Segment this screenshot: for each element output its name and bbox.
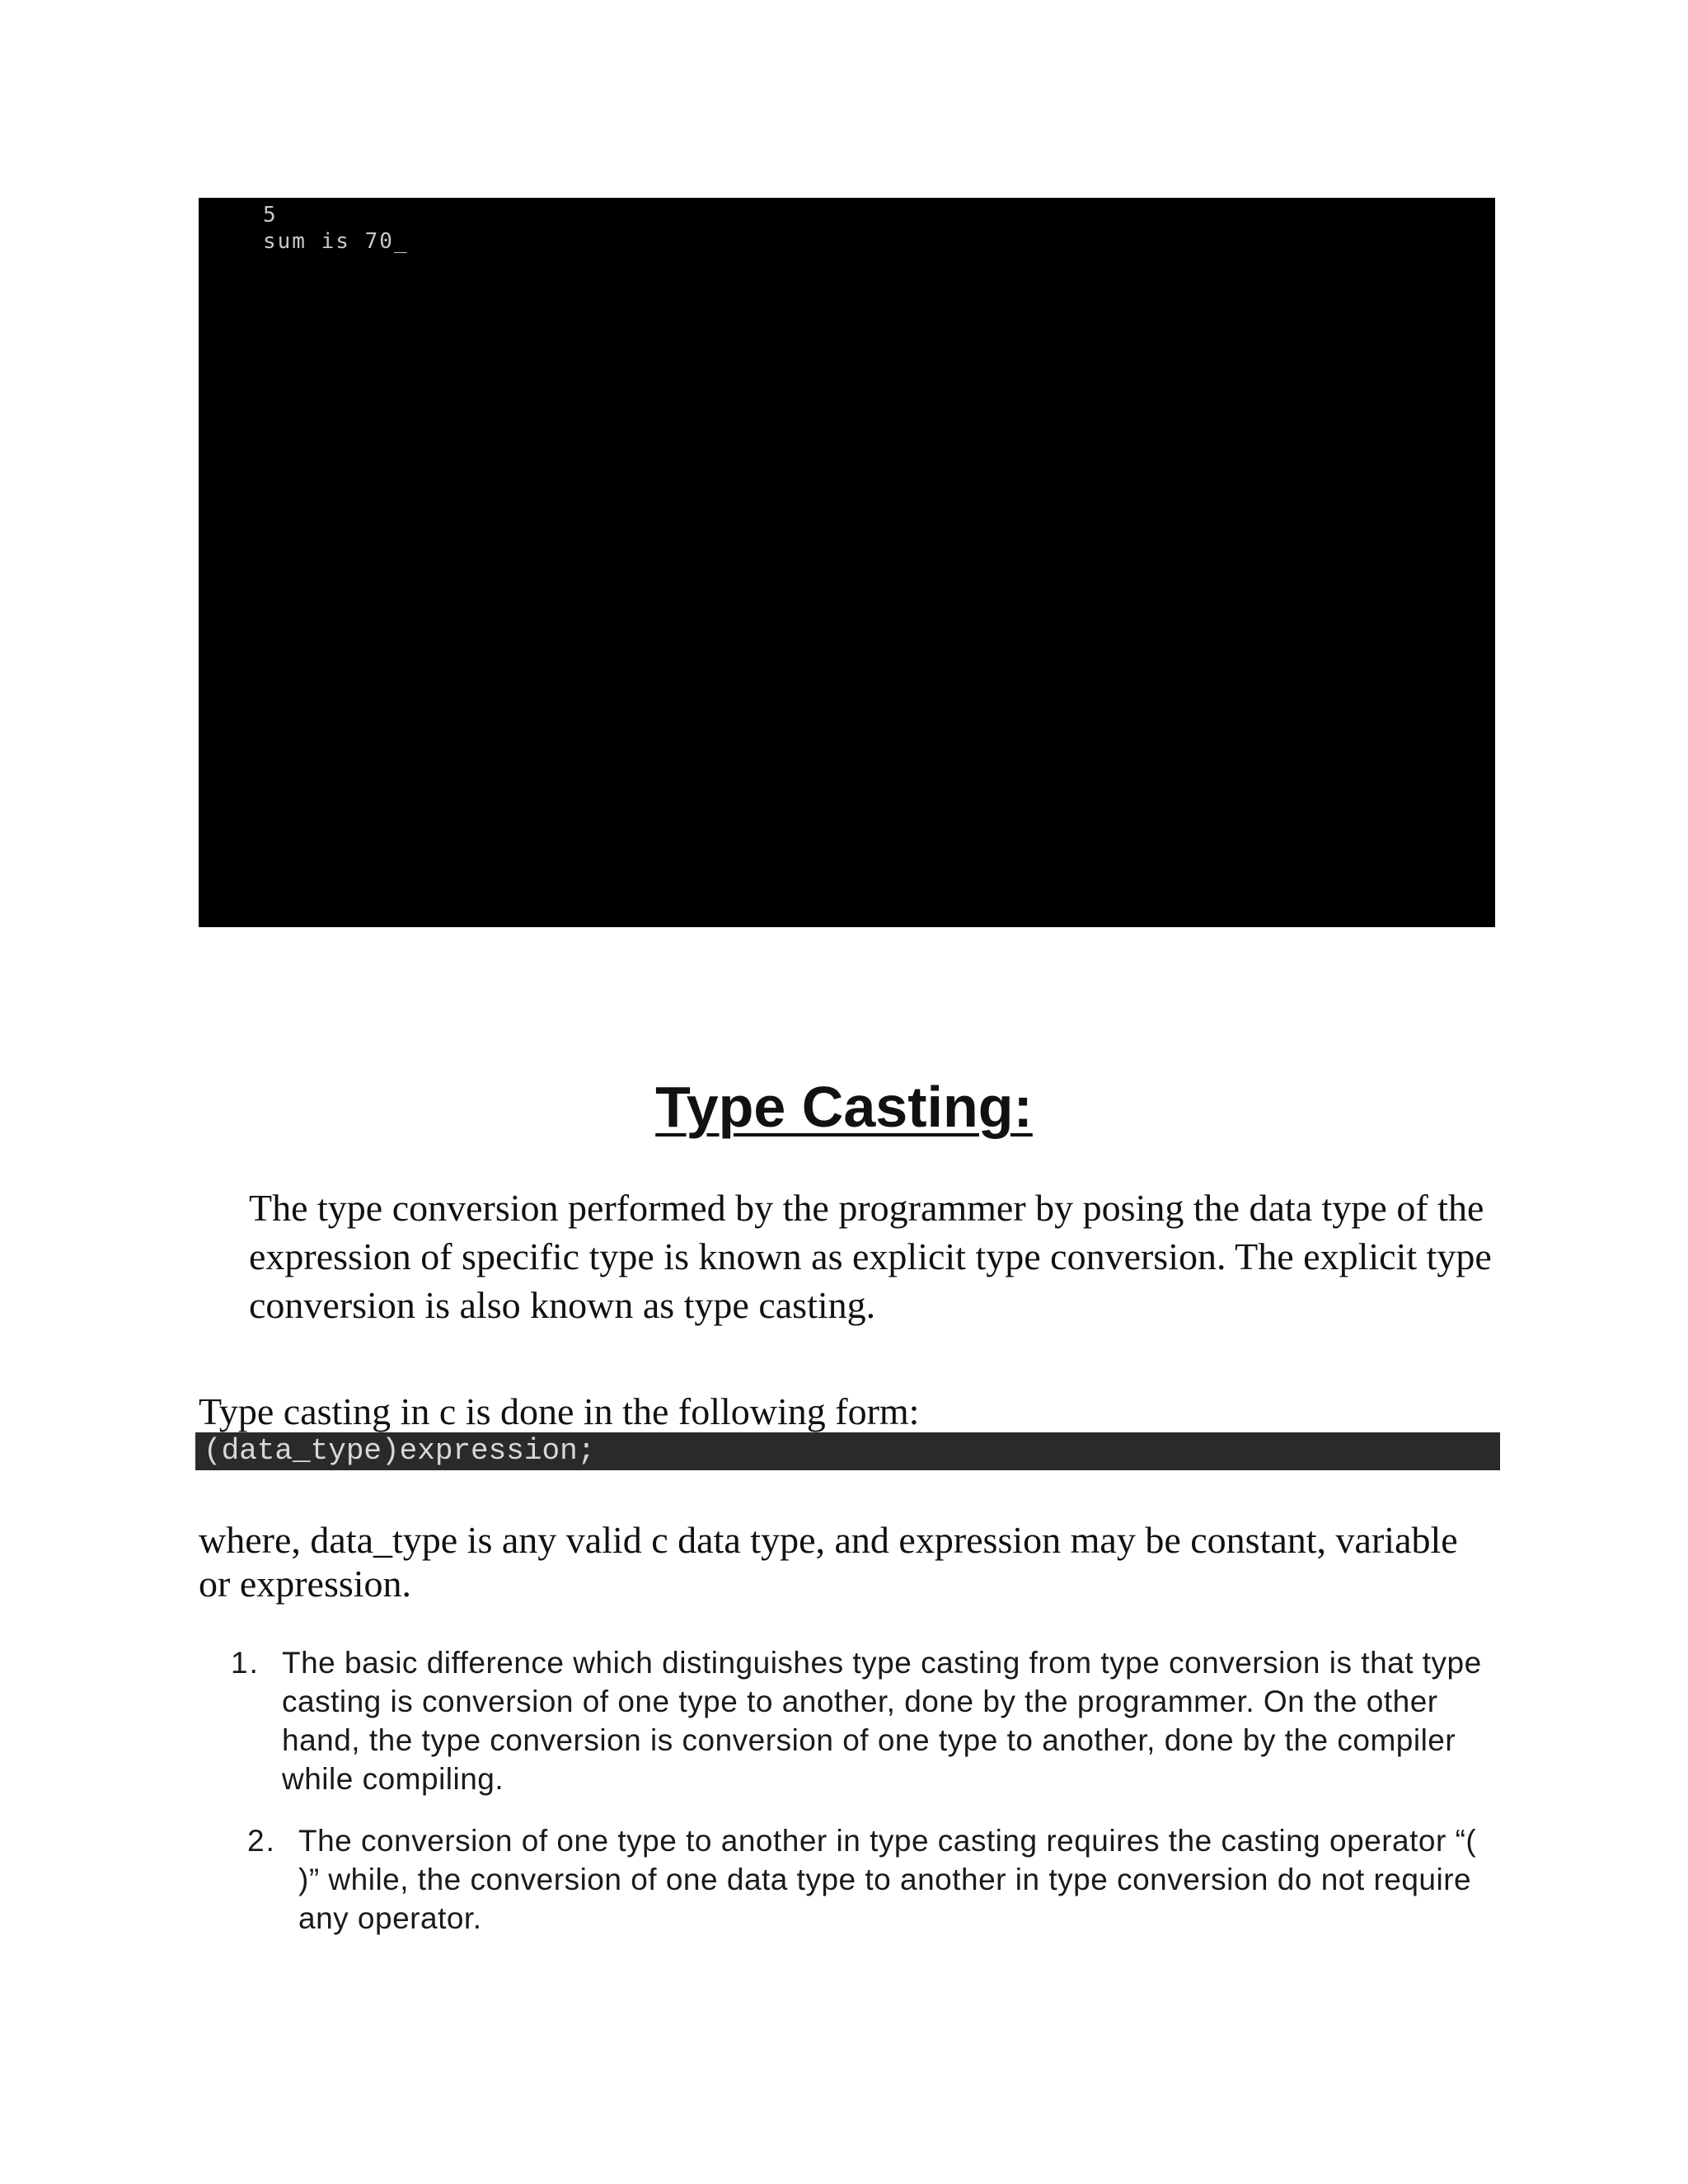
intro-paragraph: The type conversion performed by the programmer by posing the data type of the expression of specific type is known as explicit type conversion. The explicit type conversion is also known as type casting.: [249, 1187, 1492, 1326]
section-title: [0, 1071, 1688, 1142]
terminal-line: 5: [263, 203, 278, 227]
section-title-text: Type Casting:: [655, 1075, 1033, 1139]
terminal-line: sum is 70_: [263, 229, 409, 254]
list-item: [231, 1643, 1485, 1798]
where-paragraph: where, data_type is any valid c data type, and expression may be constant, variable or expression.: [199, 1519, 1458, 1605]
list-item: [247, 1821, 1489, 1938]
list-item-number: 2.: [247, 1824, 276, 1858]
list-item-text: The conversion of one type to another in type casting requires the casting operator “( )” while, the conversion of one data type to another in type conversion do not require any operator.: [298, 1824, 1477, 1935]
form-intro-text: Type casting in c is done in the following form:: [199, 1390, 920, 1432]
terminal-output-screenshot: [199, 198, 1495, 927]
code-snippet: (data_type)expression;: [195, 1432, 1500, 1470]
list-item-number: 1.: [231, 1646, 260, 1680]
list-item-text: The basic difference which distinguishes type casting from type conversion is that type casting is conversion of one type to another, done by the programmer. On the other hand, the type conversion is conversion of one type to another, done by the compiler while compiling.: [282, 1646, 1482, 1796]
